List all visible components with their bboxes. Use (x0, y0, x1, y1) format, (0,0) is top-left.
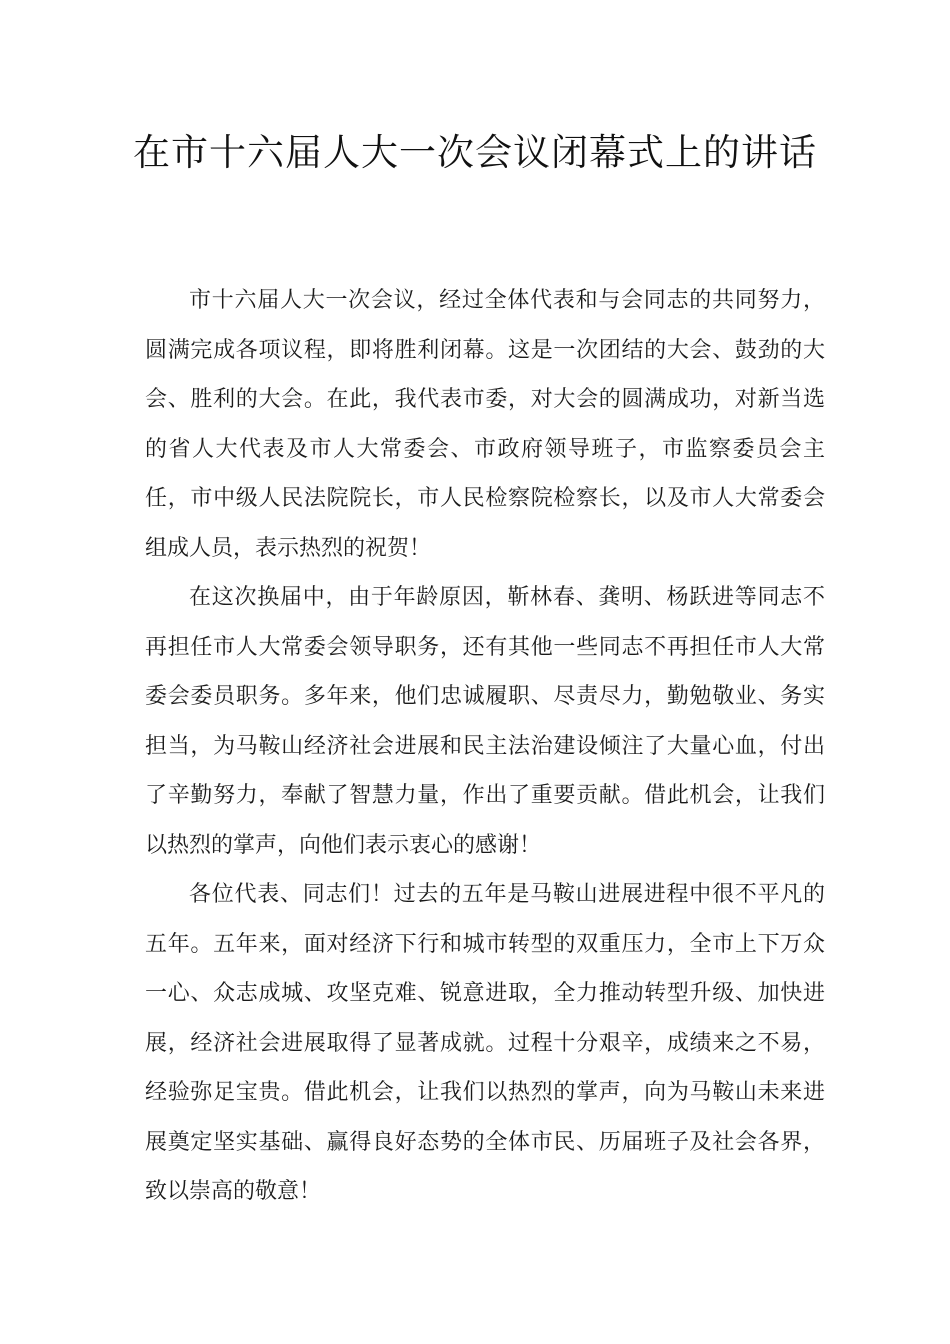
paragraph-2: 在这次换届中，由于年龄原因，靳林春、龚明、杨跃进等同志不再担任市人大常委会领导职务，还有其他一些同志不再担任市人大常委会委员职务。多年来，他们忠诚履职、尽责尽力，勤勉敬业、务实担当，为马鞍山经济社会进展和民主法治建设倾注了大量心血，付出了辛勤努力，奉献了智慧力量，作出了重要贡献。借此机会，让我们以热烈的掌声，向他们表示衷心的感谢！ (145, 585, 825, 858)
paragraph-1: 市十六届人大一次会议，经过全体代表和与会同志的共同努力，圆满完成各项议程，即将胜利闭幕。这是一次团结的大会、鼓劲的大会、胜利的大会。在此，我代表市委，对大会的圆满成功，对新当选的省人大代表及市人大常委会、市政府领导班子，市监察委员会主任，市中级人民法院院长，市人民检察院检察长，以及市人大常委会组成人员，表示热烈的祝贺！ (145, 288, 825, 561)
document-title: 在市十六届人大一次会议闭幕式上的讲话 (133, 131, 817, 174)
paragraph-3: 各位代表、同志们！过去的五年是马鞍山进展进程中很不平凡的五年。五年来，面对经济下行和城市转型的双重压力，全市上下万众一心、众志成城、攻坚克难、锐意进取，全力推动转型升级、加快进展，经济社会进展取得了显著成就。过程十分艰辛，成绩来之不易，经验弥足宝贵。借此机会，让我们以热烈的掌声，向为马鞍山未来进展奠定坚实基础、赢得良好态势的全体市民、历届班子及社会各界，致以崇高的敬意！ (145, 882, 825, 1204)
document-body (145, 276, 825, 1217)
